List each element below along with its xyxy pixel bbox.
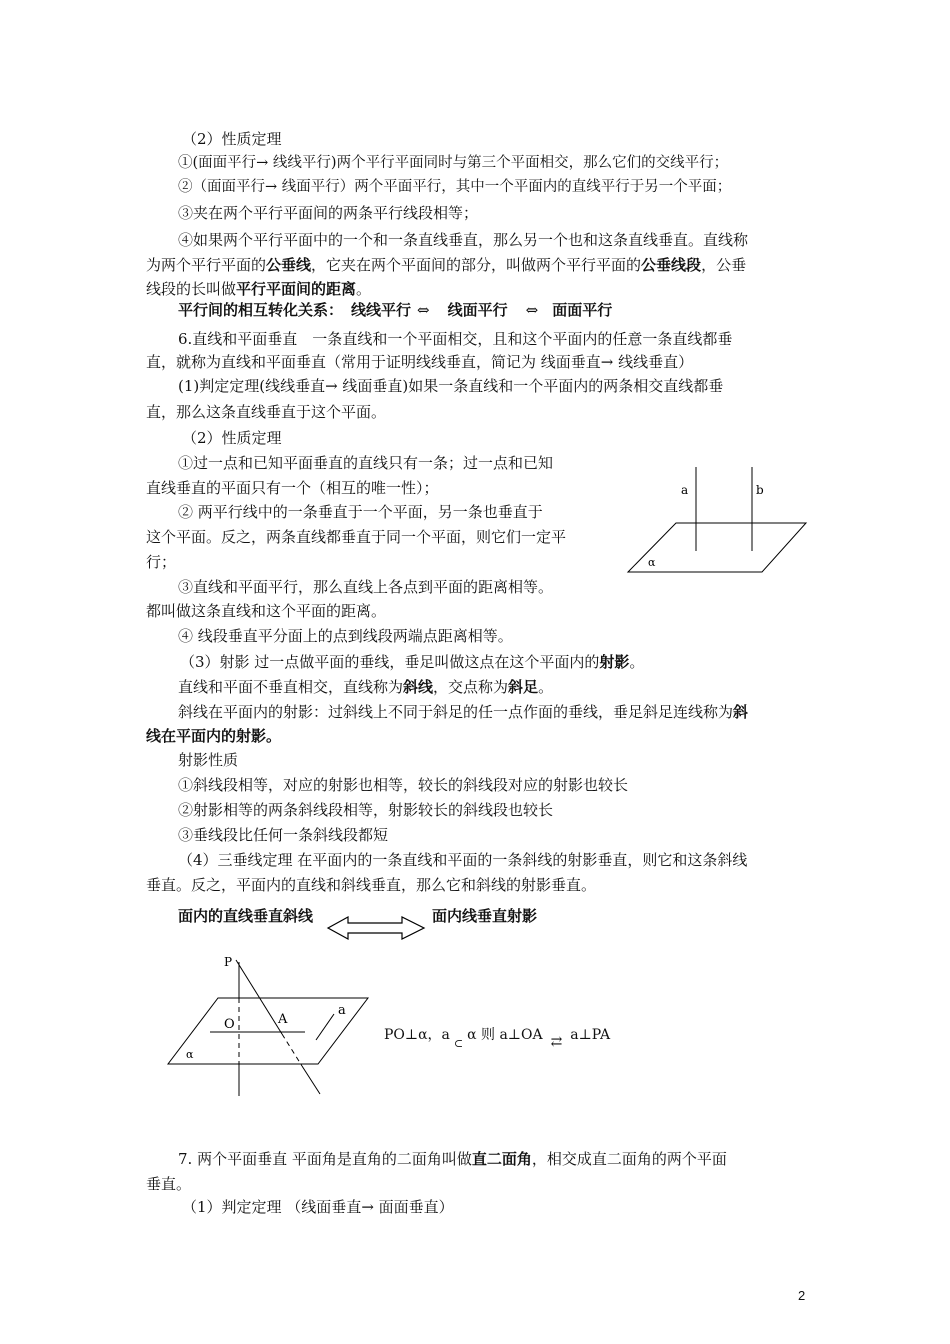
projection-property-1: ①斜线段相等，对应的射影也相等，较长的斜线段对应的射影也较长 xyxy=(178,776,629,794)
text-run: ，它夹在两个平面间的部分，叫做两个平行平面的 xyxy=(311,256,642,274)
label-P: P xyxy=(224,955,233,969)
text-run: 面面平行 xyxy=(552,301,613,319)
text-run: ，公垂 xyxy=(701,256,747,274)
term-right-dihedral: 直二面角 xyxy=(471,1150,532,1168)
criterion-1-cont: 直，那么这条直线垂直于这个平面。 xyxy=(146,403,387,421)
property-4: ④ 线段垂直平分面上的点到线段两端点距离相等。 xyxy=(178,627,513,645)
theorem-3: ③夹在两个平行平面间的两条平行线段相等； xyxy=(178,204,479,222)
theorem-1: ①(面面平行→ 线线平行)两个平行平面同时与第三个平面相交，那么它们的交线平行； xyxy=(178,155,729,171)
iff-symbol: ⇔ xyxy=(525,301,539,319)
projection-properties-title: 射影性质 xyxy=(178,751,239,769)
iff-symbol: ⇔ xyxy=(417,301,430,319)
text-run: 7. 两个平面垂直 平面角是直角的二面角叫做 xyxy=(178,1150,472,1168)
line-PA-below xyxy=(302,1066,320,1094)
projection-property-2: ②射影相等的两条斜线段相等，射影较长的斜线段也较长 xyxy=(178,801,554,819)
heading-property-theorem: （2）性质定理 xyxy=(182,130,282,148)
projection-property-3: ③垂线段比任何一条斜线段都短 xyxy=(178,826,389,844)
section-6-cont: 直，就称为直线和平面垂直（常用于证明线线垂直，简记为 线面垂直→ 线线垂直） xyxy=(146,353,694,371)
text-run: 直线和平面不垂直相交，直线称为 xyxy=(178,678,404,696)
term-common-perpendicular-segment: 公垂线段 xyxy=(641,256,702,274)
text-run: 线段的长叫做 xyxy=(146,280,237,298)
term-common-perpendicular: 公垂线 xyxy=(266,256,312,274)
property-3-cont: 都叫做这条直线和这个平面的距离。 xyxy=(146,602,387,620)
label-A: A xyxy=(278,1012,288,1027)
text-run: 线面平行 xyxy=(447,301,508,319)
formula-left: PO⊥α，a xyxy=(384,1027,450,1043)
formula-right: a⊥PA xyxy=(570,1027,611,1043)
term-oblique-foot: 斜足 xyxy=(508,678,539,696)
label-a: a xyxy=(681,483,689,497)
text-run: 。 xyxy=(629,653,645,671)
line-PA xyxy=(236,960,282,1034)
property-2-cont: 这个平面。反之，两条直线都垂直于同一个平面，则它们一定平 xyxy=(146,528,567,546)
formula-mid: α 则 a⊥OA xyxy=(467,1027,543,1043)
text-run: 斜线在平面内的射影：过斜线上不同于斜足的任一点作面的垂线，垂足斜足连线称为 xyxy=(178,703,734,721)
line-PA-hidden xyxy=(282,1034,302,1066)
three-perpendiculars: （4）三垂线定理 在平面内的一条直线和平面的一条斜线的射影垂直，则它和这条斜线 xyxy=(178,851,748,869)
property-3: ③直线和平面平行，那么直线上各点到平面的距离相等。 xyxy=(178,578,554,596)
figure-three-perpendiculars xyxy=(168,960,368,1096)
theorem-2: ②（面面平行→ 线面平行）两个平面平行，其中一个平面内的直线平行于另一个平面； xyxy=(178,179,732,195)
label-O: O xyxy=(224,1017,235,1032)
perp-statement-right: 面内线垂直射影 xyxy=(432,907,538,925)
line-a-in-plane xyxy=(316,1014,334,1040)
term-oblique-line: 斜线 xyxy=(403,678,434,696)
subset-symbol: ⊂ xyxy=(453,1037,464,1050)
formula xyxy=(384,1025,611,1050)
heading-property-theorem-2: （2）性质定理 xyxy=(182,429,282,447)
property-1-cont: 直线垂直的平面只有一个（相互的唯一性）； xyxy=(146,479,439,497)
property-2: ② 两平行线中的一条垂直于一个平面，另一条也垂直于 xyxy=(178,503,543,521)
label-alpha: α xyxy=(648,556,656,569)
property-2-cont2: 行； xyxy=(146,553,177,571)
text-run: 。 xyxy=(356,280,372,298)
equivalence-arrow-icon: ⇄ xyxy=(550,1034,563,1050)
double-arrow-icon xyxy=(328,917,424,939)
page-number: 2 xyxy=(798,1288,806,1303)
text-run: 。 xyxy=(538,678,554,696)
property-1: ①过一点和已知平面垂直的直线只有一条；过一点和已知 xyxy=(178,454,554,472)
text-run: 为两个平行平面的 xyxy=(146,256,267,274)
three-perpendiculars-cont: 垂直。反之，平面内的直线和斜线垂直，那么它和斜线的射影垂直。 xyxy=(146,876,597,894)
label-b: b xyxy=(756,483,764,497)
section-7-cont: 垂直。 xyxy=(146,1175,192,1193)
criterion-planes: （1）判定定理 （线面垂直→ 面面垂直） xyxy=(182,1198,454,1216)
text-run: 线线平行 xyxy=(351,301,412,319)
text-run: ，交点称为 xyxy=(433,678,509,696)
term-oblique-projection: 斜 xyxy=(733,703,749,721)
theorem-4: ④如果两个平行平面中的一个和一条直线垂直，那么另一个也和这条直线垂直。直线称 xyxy=(178,231,749,249)
text-run: 平行间的相互转化关系： xyxy=(178,301,344,319)
label-alpha-2: α xyxy=(186,1048,194,1061)
label-a-2: a xyxy=(338,1003,346,1018)
text-run: ，相交成直二面角的两个平面 xyxy=(531,1150,727,1168)
term-distance-parallel-planes: 平行平面间的距离 xyxy=(236,280,357,298)
oblique-projection-cont: 线在平面内的射影。 xyxy=(146,727,282,745)
term-projection: 射影 xyxy=(599,653,630,671)
perp-statement-left: 面内的直线垂直斜线 xyxy=(178,907,314,925)
criterion-1: (1)判定定理(线线垂直→ 线面垂直)如果一条直线和一个平面内的两条相交直线都垂 xyxy=(178,377,724,395)
section-6: 6.直线和平面垂直 一条直线和一个平面相交，且和这个平面内的任意一条直线都垂 xyxy=(178,330,733,348)
text-run: （3）射影 过一点做平面的垂线，垂足叫做这点在这个平面内的 xyxy=(180,653,600,671)
